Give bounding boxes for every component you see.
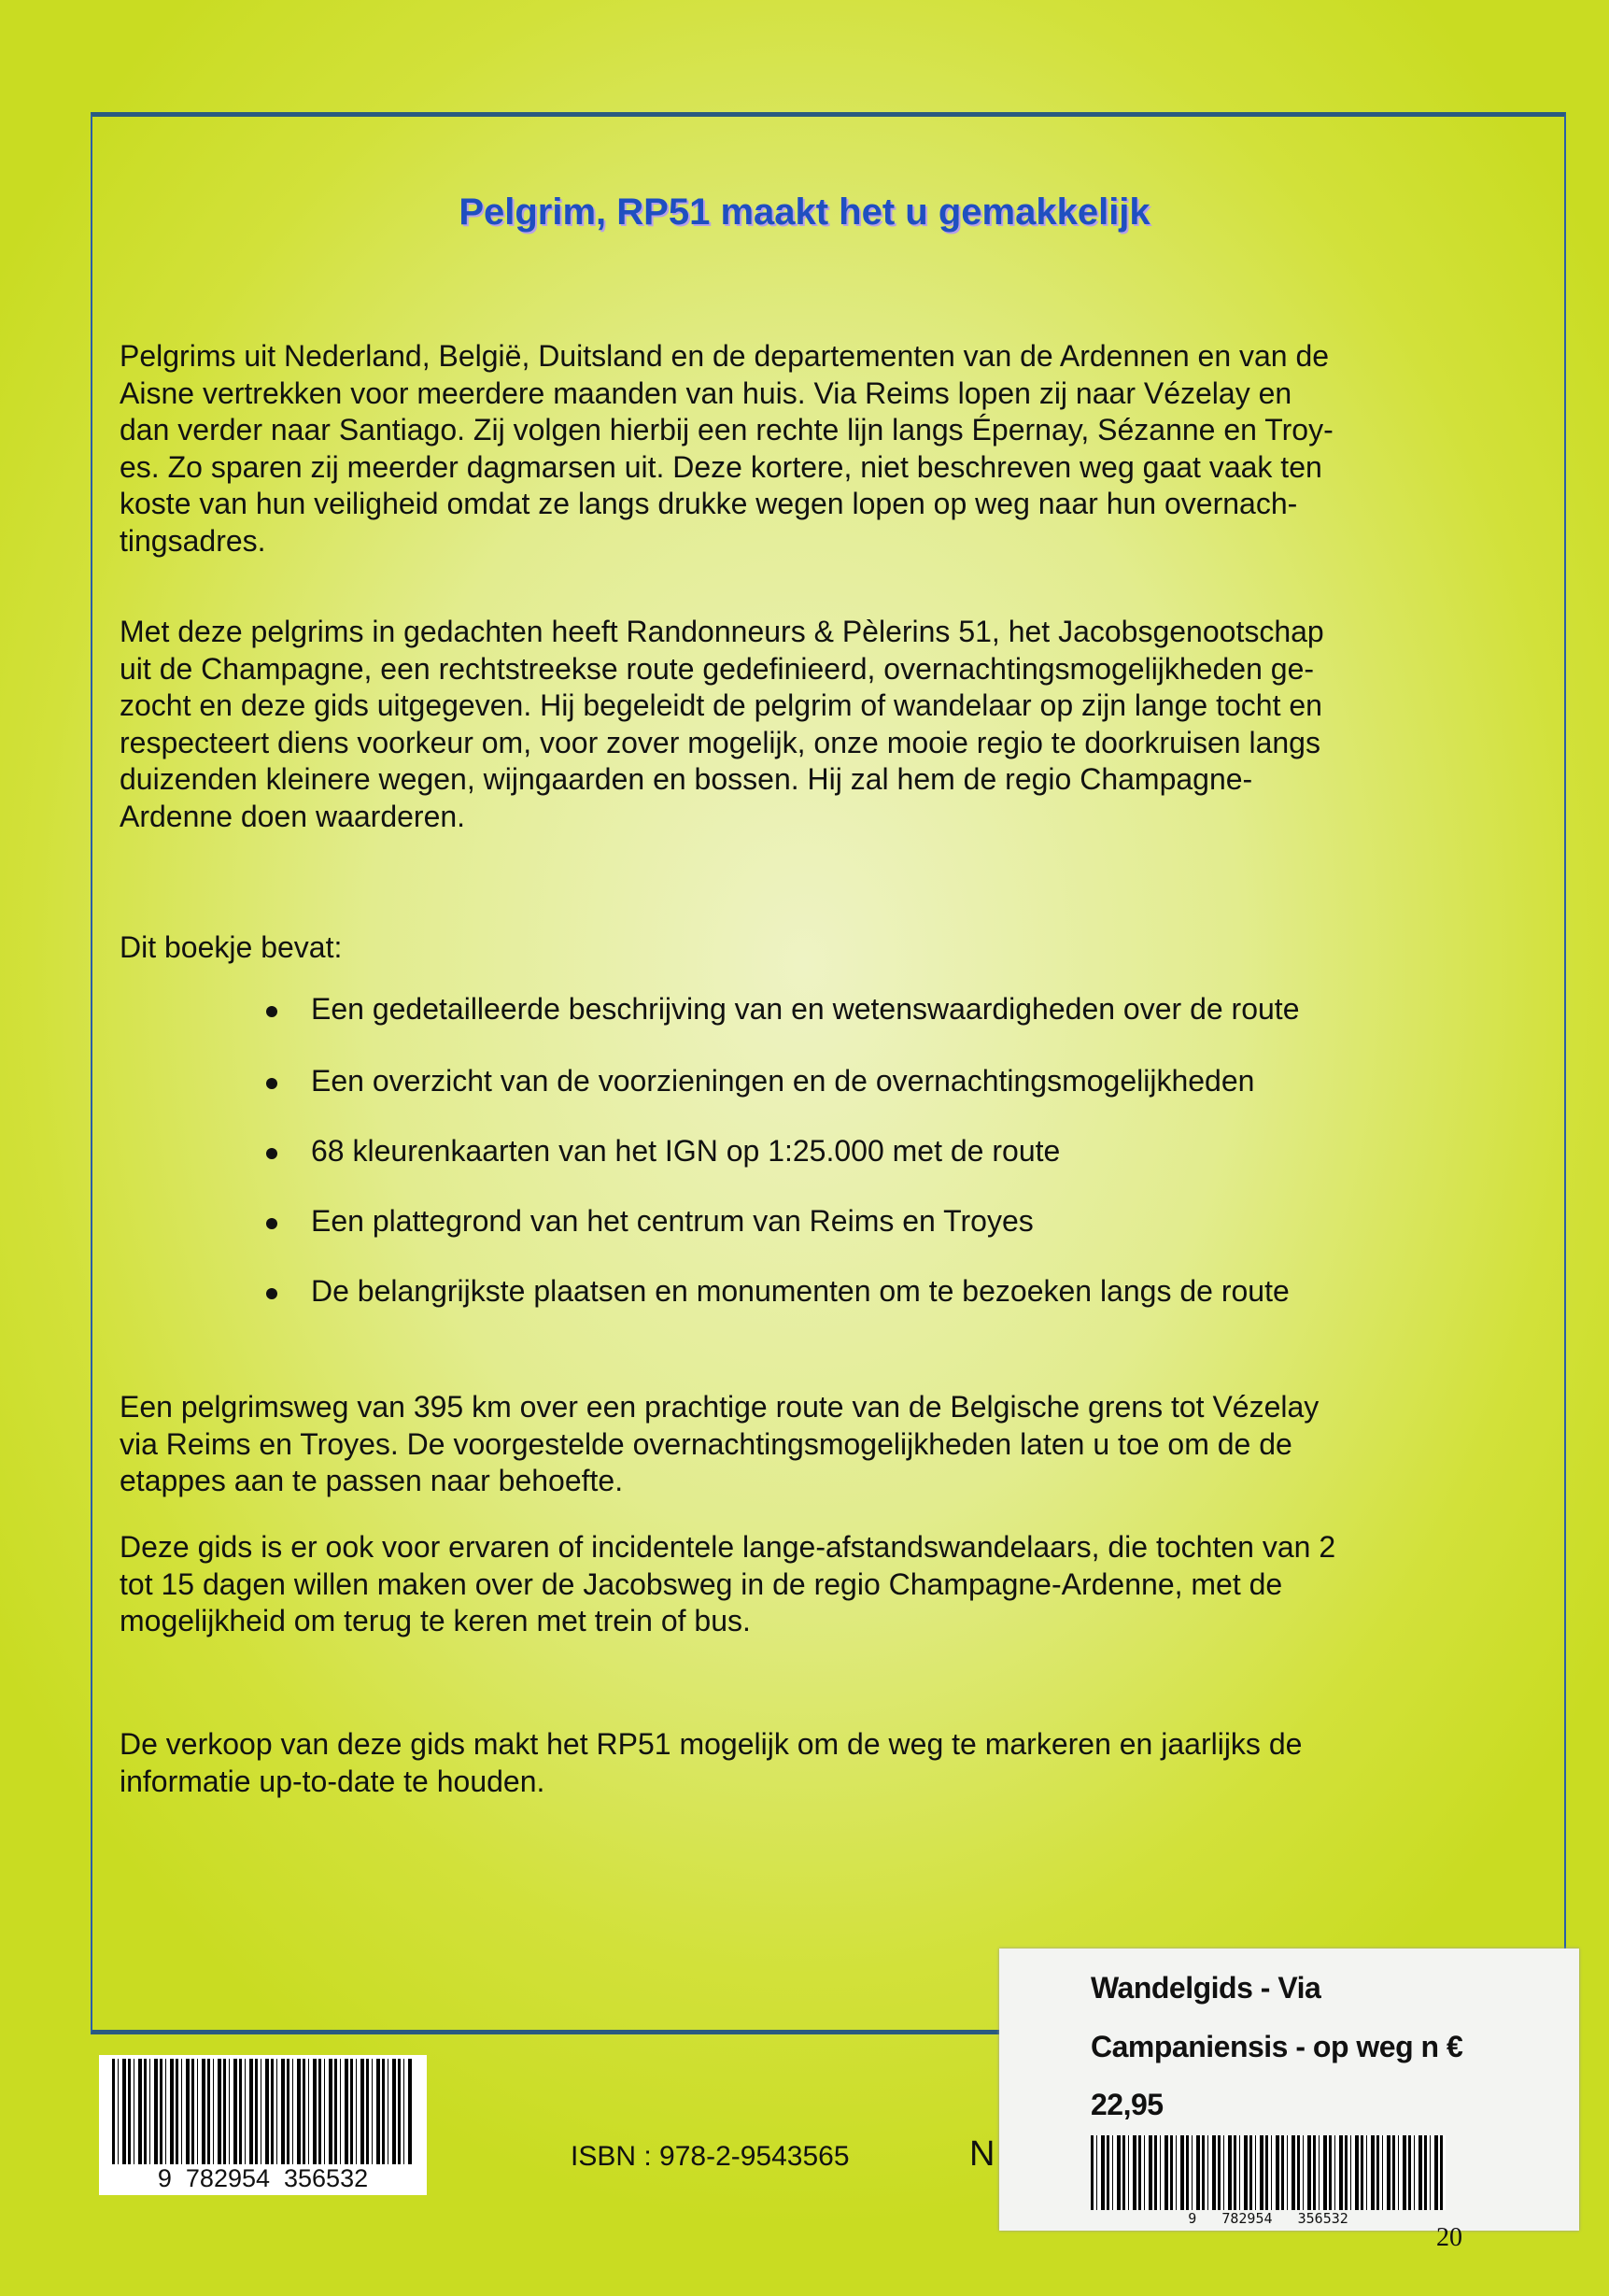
- list-item-text: Een gedetailleerde beschrijving van en wetenswaardigheden over de route: [311, 992, 1300, 1026]
- paragraph-rp51: [120, 614, 1324, 835]
- line: tingsadres.: [120, 523, 266, 558]
- bullet-icon: [266, 1288, 277, 1299]
- isbn-text: ISBN : 978-2-9543565: [571, 2141, 850, 2172]
- barcode-digits: 9 782954 356532: [157, 2164, 369, 2192]
- line: koste van hun veiligheid omdat ze langs drukke wegen lopen op weg naar hun overnach-: [120, 487, 1298, 520]
- paragraph-route: [120, 1389, 1319, 1500]
- bullet-icon: [266, 1006, 277, 1017]
- list-item-text: De belangrijkste plaatsen en monumenten om te bezoeken langs de route: [311, 1274, 1290, 1308]
- list-intro: Dit boekje bevat:: [120, 930, 343, 964]
- line: tot 15 dagen willen maken over de Jacobsweg in de regio Champagne-Ardenne, met de: [120, 1566, 1283, 1601]
- line: dan verder naar Santiago. Zij volgen hierbij een rechte lijn langs Épernay, Sézanne en Troy-: [120, 413, 1334, 446]
- list-item-text: Een plattegrond van het centrum van Reims en Troyes: [311, 1204, 1034, 1238]
- line: Aisne vertrekken voor meerdere maanden van huis. Via Reims lopen zij naar Vézelay en: [120, 376, 1292, 410]
- barcode-digits: 9 782954 356532: [1188, 2210, 1348, 2227]
- list-item: [266, 1204, 1034, 1239]
- paragraph-intro: [120, 338, 1334, 560]
- line: respecteert diens voorkeur om, voor zover mogelijk, onze mooie regio te doorkruisen langs: [120, 725, 1320, 759]
- line: etappes aan te passen naar behoefte.: [120, 1464, 624, 1497]
- line: via Reims en Troyes. De voorgestelde overnachtingsmogelijkheden laten u toe om de de: [120, 1426, 1292, 1461]
- paragraph-sales: [120, 1726, 1302, 1800]
- barcode-bars: [112, 2059, 414, 2164]
- line: Pelgrims uit Nederland, België, Duitsland en de departementen van de Ardennen en van de: [120, 339, 1330, 373]
- line: Ardenne doen waarderen.: [120, 799, 466, 833]
- sticker-title-line2: Campaniensis - op weg n €: [1091, 2030, 1463, 2063]
- line: zocht en deze gids uitgegeven. Hij begeleidt de pelgrim of wandelaar op zijn lange tocht en: [120, 688, 1322, 722]
- bullet-icon: [266, 1078, 277, 1089]
- list-item: [266, 1274, 1290, 1309]
- paragraph-hikers: [120, 1529, 1335, 1640]
- line: uit de Champagne, een rechtstreekse route gedefinieerd, overnachtingsmogelijkheden ge-: [120, 651, 1315, 686]
- list-item: [266, 1064, 1254, 1098]
- bullet-icon: [266, 1148, 277, 1159]
- line: Een pelgrimsweg van 395 km over een prachtige route van de Belgische grens tot Vézelay: [120, 1390, 1320, 1424]
- line: mogelijkheid om terug te keren met trein of bus.: [120, 1604, 751, 1637]
- list-item: [266, 992, 1299, 1027]
- line: Deze gids is er ook voor ervaren of incidentele lange-afstandswandelaars, die tochten van 2: [120, 1530, 1336, 1564]
- list-item: [266, 1134, 1060, 1169]
- isbn-barcode: [99, 2055, 427, 2195]
- list-item-text: 68 kleurenkaarten van het IGN op 1:25.000 met de route: [311, 1134, 1061, 1168]
- line: informatie up-to-date te houden.: [120, 1764, 545, 1798]
- line: De verkoop van deze gids makt het RP51 mogelijk om de weg te markeren en jaarlijks de: [120, 1727, 1303, 1761]
- page-title: Pelgrim, RP51 maakt het u gemakkelijk: [459, 191, 1150, 233]
- line: es. Zo sparen zij meerder dagmarsen uit. Deze kortere, niet beschreven weg gaat vaak ten: [120, 449, 1322, 484]
- list-item-text: Een overzicht van de voorzieningen en de overnachtingsmogelijkheden: [311, 1064, 1255, 1098]
- sticker-title-line1: Wandelgids - Via: [1091, 1971, 1321, 2005]
- page-number: 20: [1436, 2223, 1462, 2252]
- barcode-bars: [1091, 2135, 1446, 2210]
- price-sticker: [999, 1949, 1579, 2231]
- line: Met deze pelgrims in gedachten heeft Randonneurs & Pèlerins 51, het Jacobsgenootschap: [120, 615, 1324, 648]
- partial-text: N: [969, 2134, 995, 2174]
- sticker-barcode: [1091, 2135, 1446, 2227]
- line: duizenden kleinere wegen, wijngaarden en bossen. Hij zal hem de regio Champagne-: [120, 762, 1253, 796]
- sticker-price: 22,95: [1091, 2088, 1164, 2121]
- bullet-icon: [266, 1218, 277, 1229]
